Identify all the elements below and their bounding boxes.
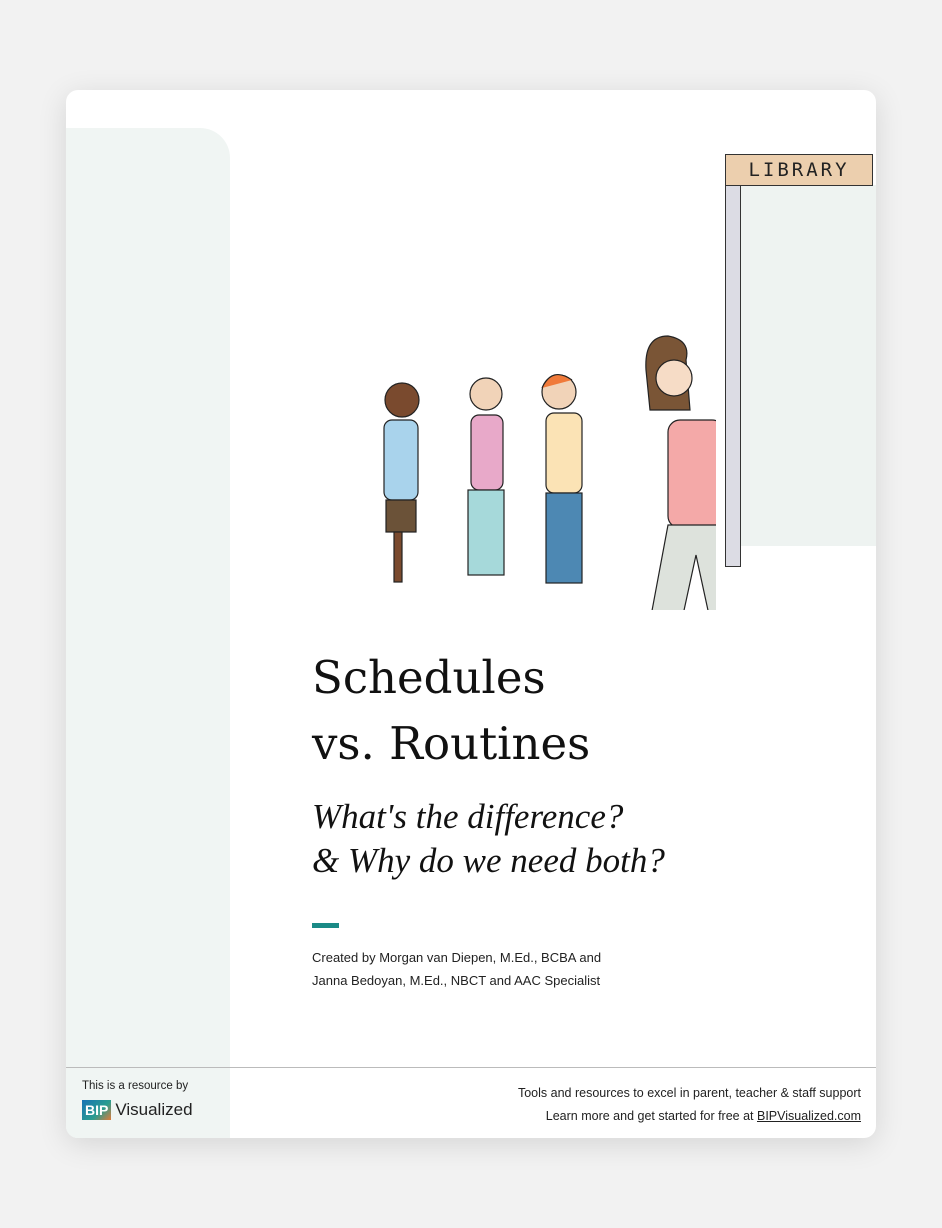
website-link[interactable]: BIPVisualized.com (757, 1109, 861, 1123)
title-line-1: Schedules (312, 651, 546, 704)
library-sign: LIBRARY (725, 154, 873, 186)
logo-wordmark: Visualized (115, 1100, 193, 1119)
footer-info (518, 1082, 861, 1128)
document-page (66, 90, 876, 1138)
child-3 (542, 375, 582, 583)
author-credits (312, 946, 601, 992)
library-door (740, 185, 876, 546)
children-and-teacher-illustration (296, 250, 716, 610)
footer-tagline: Tools and resources to excel in parent, teacher & staff support (517, 1086, 861, 1100)
left-accent-panel (66, 128, 230, 1138)
footer-brand (66, 1068, 230, 1138)
accent-divider (312, 923, 339, 928)
credits-line-2: Janna Bedoyan, M.Ed., NBCT and AAC Specialist (312, 973, 601, 988)
footer-learn-more (518, 1105, 861, 1128)
logo-bip-mark: BIP (82, 1100, 111, 1120)
resource-by-label: This is a resource by (82, 1080, 189, 1092)
child-2 (468, 378, 504, 575)
door-frame (725, 185, 741, 567)
teacher (640, 336, 716, 610)
subtitle-line-1: What's the difference? (312, 797, 624, 836)
credits-line-1: Created by Morgan van Diepen, M.Ed., BCBA and (312, 950, 602, 965)
footer (66, 1067, 876, 1138)
document-title (312, 645, 590, 777)
subtitle (312, 795, 665, 883)
learn-more-text: Learn more and get started for free at (545, 1109, 757, 1123)
subtitle-line-2: & Why do we need both? (312, 841, 665, 880)
bip-visualized-logo (82, 1100, 193, 1120)
title-line-2: vs. Routines (312, 717, 591, 770)
child-1 (384, 383, 419, 582)
